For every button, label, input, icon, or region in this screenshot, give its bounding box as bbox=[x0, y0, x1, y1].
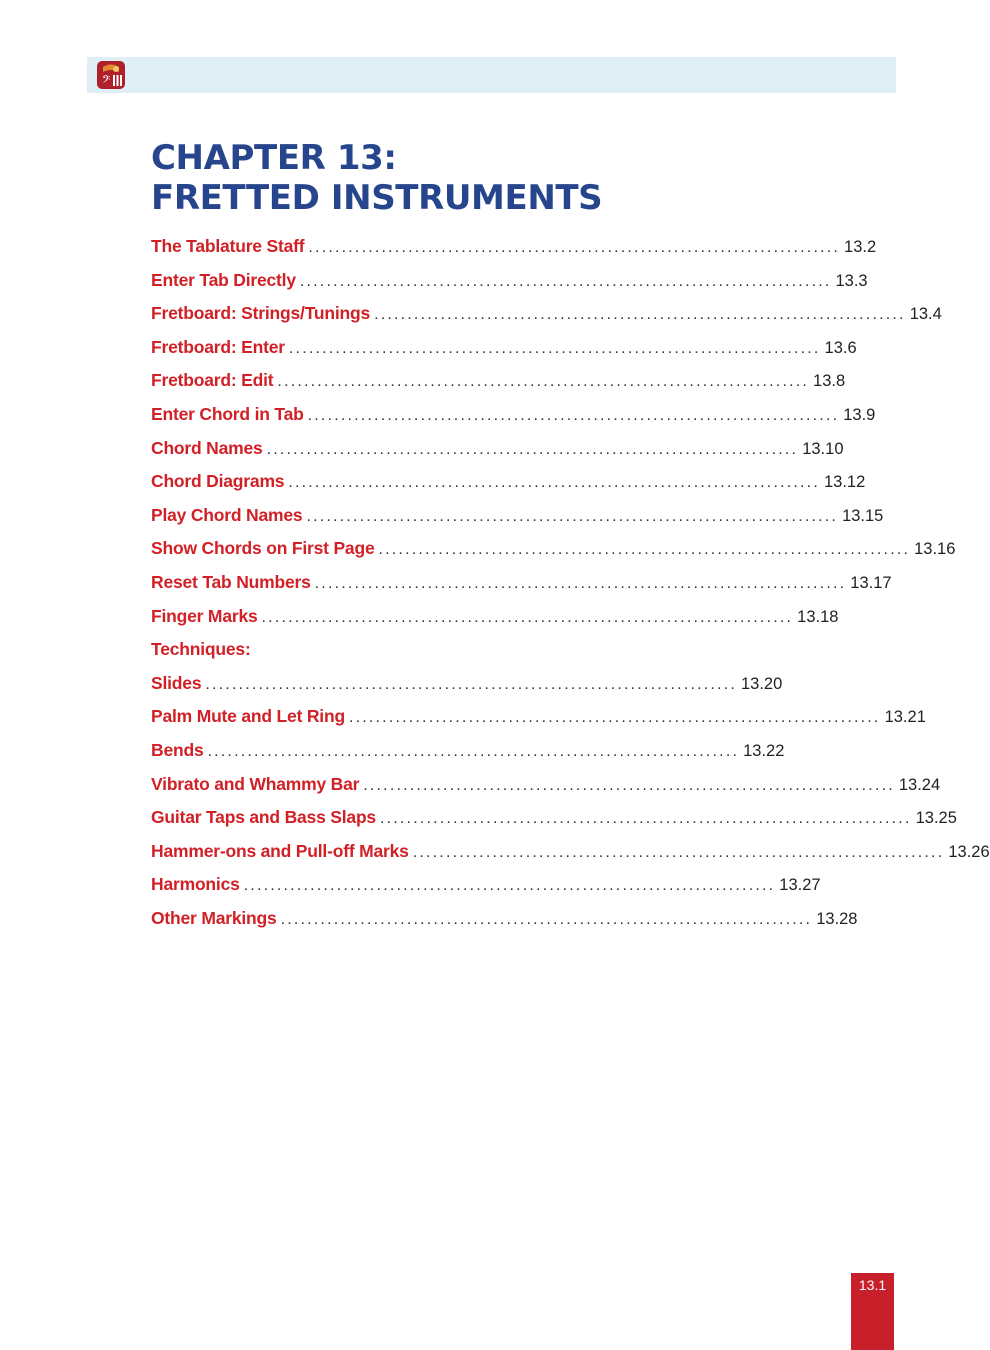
toc-entry-title: Fretboard: Edit bbox=[151, 370, 274, 391]
toc-entry-page: 13.15 bbox=[842, 506, 884, 525]
toc-entry[interactable] bbox=[151, 297, 942, 331]
toc-dot-leader: ................................................................................ bbox=[261, 608, 794, 626]
toc-entry-title: Vibrato and Whammy Bar bbox=[151, 773, 360, 794]
toc-dot-leader: ................................................................................ bbox=[378, 541, 911, 559]
toc-entry-page: 13.17 bbox=[850, 573, 892, 592]
chapter-title-line1: CHAPTER 13: bbox=[151, 138, 397, 178]
toc-entry[interactable] bbox=[151, 364, 846, 398]
toc-entry-title: Show Chords on First Page bbox=[151, 538, 375, 559]
toc-entry[interactable] bbox=[151, 600, 839, 634]
toc-entry[interactable] bbox=[151, 432, 844, 466]
toc-dot-leader: ................................................................................ bbox=[266, 440, 799, 458]
page-number-tab bbox=[851, 1273, 894, 1350]
toc-entry-page: 13.26 bbox=[948, 842, 990, 861]
toc-entry-page: 13.3 bbox=[835, 271, 868, 290]
toc-entry-page: 13.28 bbox=[816, 909, 858, 928]
toc-entry-title: Enter Chord in Tab bbox=[151, 403, 304, 424]
toc-entry[interactable] bbox=[151, 331, 857, 365]
toc-entry[interactable] bbox=[151, 667, 783, 701]
toc-entry[interactable] bbox=[151, 465, 866, 499]
toc-dot-leader: ................................................................................ bbox=[277, 373, 810, 391]
toc-entry-title: Fretboard: Enter bbox=[151, 336, 285, 357]
toc-entry-title: Chord Diagrams bbox=[151, 471, 285, 492]
toc-entry-title: Finger Marks bbox=[151, 605, 258, 626]
toc-dot-leader: ................................................................................ bbox=[308, 239, 841, 256]
finale-app-icon bbox=[96, 60, 126, 90]
toc-entry-page: 13.22 bbox=[743, 741, 785, 760]
toc-entry-title: Guitar Taps and Bass Slaps bbox=[151, 807, 376, 828]
toc-entry[interactable] bbox=[151, 700, 926, 734]
toc-dot-leader: ................................................................................ bbox=[412, 843, 945, 861]
toc-dot-leader: ................................................................................ bbox=[288, 474, 820, 492]
page-number: 13.1 bbox=[858, 1277, 887, 1293]
toc-dot-leader: ................................................................................ bbox=[379, 810, 912, 828]
toc-entry[interactable] bbox=[151, 868, 821, 902]
toc-entry-page: 13.6 bbox=[824, 338, 857, 357]
toc-dot-leader: ................................................................................ bbox=[374, 306, 906, 324]
toc-entry-title: Reset Tab Numbers bbox=[151, 571, 311, 592]
toc-entry[interactable] bbox=[151, 768, 941, 802]
toc-entry-page: 13.20 bbox=[740, 674, 783, 693]
toc-entry-page: 13.16 bbox=[914, 540, 956, 559]
toc-entry-title: Slides bbox=[151, 672, 202, 693]
toc-entry[interactable] bbox=[151, 499, 884, 533]
toc-entry-title: Play Chord Names bbox=[151, 504, 303, 525]
toc-entry bbox=[151, 633, 521, 667]
toc-entry[interactable] bbox=[151, 532, 956, 566]
toc-entry-title: Other Markings bbox=[151, 907, 277, 928]
toc-entry-title: Chord Names bbox=[151, 437, 263, 458]
chapter-title-line2: FRETTED INSTRUMENTS bbox=[151, 178, 603, 218]
toc-dot-leader: ................................................................................ bbox=[299, 272, 832, 290]
toc-entry-page: 13.25 bbox=[915, 809, 957, 828]
toc-entry-page: 13.24 bbox=[898, 775, 941, 794]
toc-dot-leader: ................................................................................ bbox=[280, 910, 813, 928]
chapter-title bbox=[151, 138, 602, 218]
svg-text:𝄢: 𝄢 bbox=[102, 74, 111, 89]
toc-dot-leader: ................................................................................ bbox=[348, 709, 881, 727]
toc-entry-page: 13.10 bbox=[802, 439, 844, 458]
toc-entry[interactable] bbox=[151, 801, 957, 835]
toc-entry-title: Harmonics bbox=[151, 874, 240, 895]
toc-entry[interactable] bbox=[151, 264, 868, 298]
toc-entry[interactable] bbox=[151, 566, 892, 600]
toc-dot-leader: ................................................................................ bbox=[314, 574, 847, 592]
table-of-contents bbox=[151, 230, 990, 935]
toc-entry-page: 13.18 bbox=[797, 607, 839, 626]
toc-entry-page: 13.8 bbox=[813, 372, 846, 391]
header-band bbox=[87, 57, 896, 93]
toc-entry-title: Techniques: bbox=[151, 639, 251, 660]
toc-entry-page: 13.4 bbox=[909, 305, 942, 324]
toc-dot-leader: ................................................................................ bbox=[306, 507, 839, 525]
toc-entry-title: Bends bbox=[151, 739, 204, 760]
toc-entry-title: Enter Tab Directly bbox=[151, 269, 296, 290]
toc-entry[interactable] bbox=[151, 835, 990, 869]
toc-dot-leader: ................................................................................ bbox=[363, 776, 895, 794]
toc-entry[interactable] bbox=[151, 734, 785, 768]
toc-entry-page: 13.9 bbox=[843, 405, 876, 424]
toc-dot-leader: ................................................................................ bbox=[307, 406, 840, 424]
toc-dot-leader: ................................................................................ bbox=[243, 877, 776, 895]
toc-entry[interactable] bbox=[151, 230, 877, 264]
toc-entry-title: Hammer-ons and Pull-off Marks bbox=[151, 840, 409, 861]
toc-entry-page: 13.27 bbox=[779, 876, 821, 895]
toc-entry-title: Fretboard: Strings/Tunings bbox=[151, 303, 371, 324]
toc-dot-leader: ................................................................................ bbox=[205, 675, 737, 693]
toc-dot-leader: ................................................................................ bbox=[207, 742, 740, 760]
toc-entry[interactable] bbox=[151, 398, 876, 432]
toc-dot-leader: ................................................................................ bbox=[288, 339, 821, 357]
toc-entry-title: The Tablature Staff bbox=[151, 236, 305, 256]
toc-entry-page: 13.12 bbox=[823, 473, 866, 492]
toc-entry[interactable] bbox=[151, 902, 858, 936]
toc-entry-title: Palm Mute and Let Ring bbox=[151, 706, 345, 727]
toc-entry-page: 13.2 bbox=[844, 238, 877, 256]
toc-entry-page: 13.21 bbox=[884, 708, 926, 727]
